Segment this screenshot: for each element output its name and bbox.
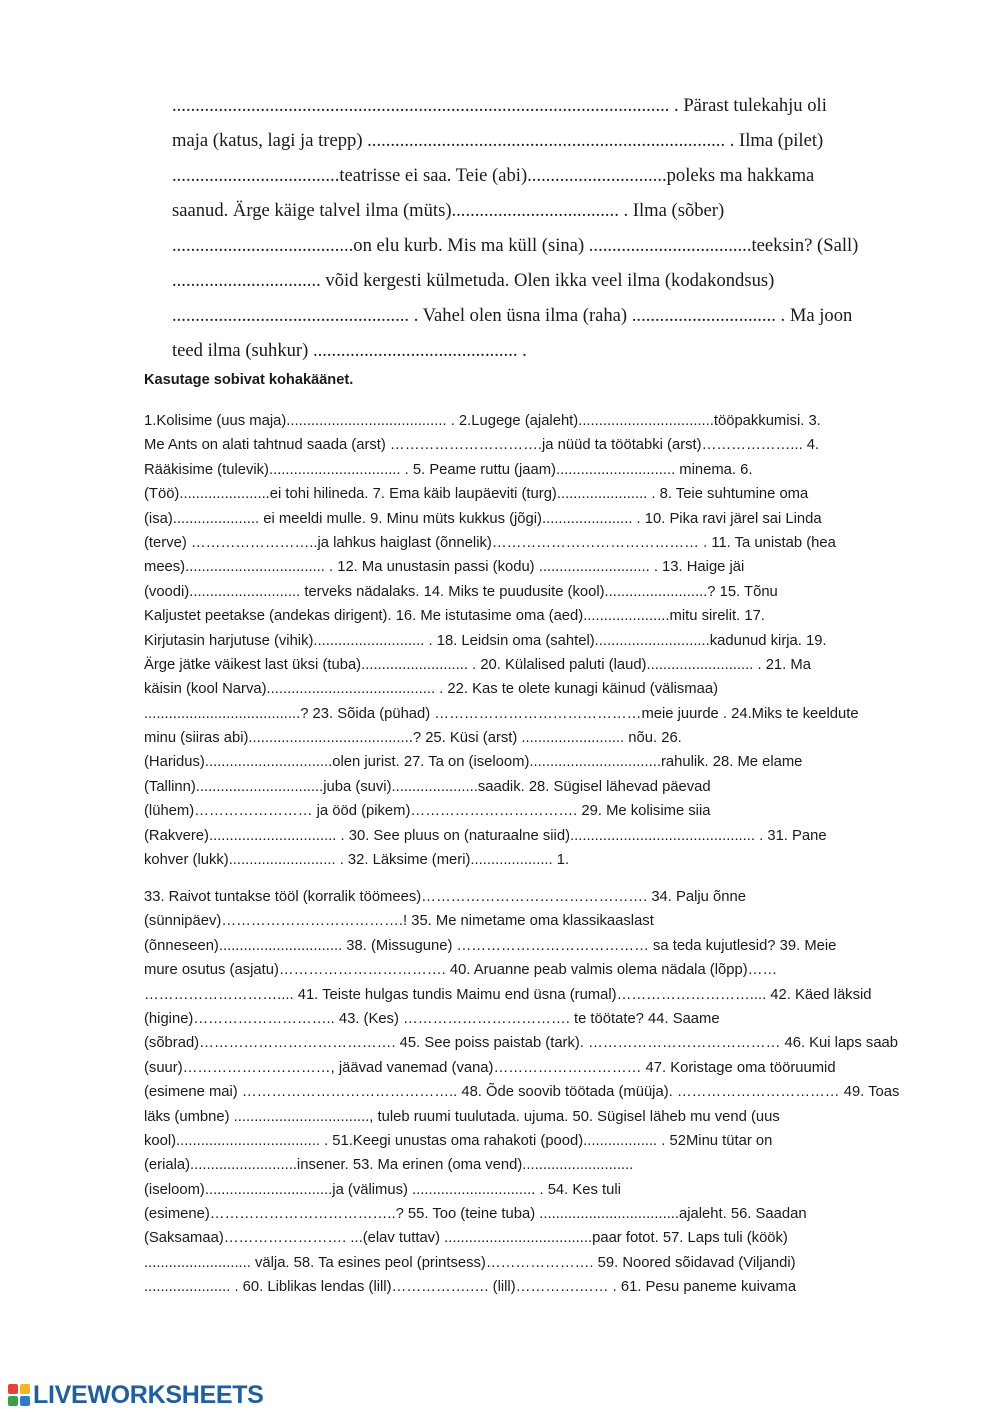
logo-square-yellow bbox=[20, 1384, 30, 1394]
exercise-line: Me Ants on alati tahtnud saada (arst) ………………………….ja nüüd ta töötabki (arst)………………... 4. bbox=[144, 437, 820, 454]
exercise-line: ......................................? 23. Sõida (pühad) ……………………………………meie juurde . 24.Miks te keeldute bbox=[144, 705, 859, 722]
exercise-line: mees).................................. . 12. Ma unustasin passi (kodu) ........................... . 13. Haige jäi bbox=[144, 559, 745, 576]
exercise-line: Kaljustet peetakse (andekas dirigent). 16. Me istutasime oma (aed).....................mitu sirelit. 17. bbox=[144, 608, 765, 625]
paragraph-line: ........................................................................................................... . Pärast tulekahju oli bbox=[172, 95, 827, 116]
exercise-line: kool)................................... . 51.Keegi unustas oma rahakoti (pood).................. . 52Minu tütar on bbox=[144, 1132, 773, 1149]
exercise-line: (Haridus)...............................olen jurist. 27. Ta on (iseloom)................................rahulik. 28. Me elame bbox=[144, 754, 803, 771]
exercise-line: (Tallinn)...............................juba (suvi).....................saadik. 28. Sügisel lähevad päevad bbox=[144, 778, 711, 795]
exercise-line: (esimene)………………………………..? 55. Too (teine tuba) ..................................ajaleht. 56. Saadan bbox=[144, 1206, 807, 1223]
exercise-line: (voodi)........................... terveks nädalaks. 14. Miks te puudusite (kool).........................? 15. Tõnu bbox=[144, 583, 778, 600]
liveworksheets-logo bbox=[8, 1380, 264, 1410]
exercise-line: .......................... välja. 58. Ta esines peol (printsess)…………………. 59. Noored sõidavad (Viljandi) bbox=[144, 1254, 796, 1271]
exercise-line: (iseloom)...............................ja (välimus) .............................. . 54. Kes tuli bbox=[144, 1181, 621, 1198]
logo-text: LIVEWORKSHEETS bbox=[33, 1380, 264, 1409]
exercise-line: läks (umbne) ................................., tuleb ruumi tuulutada. ujuma. 50. Sügisel läheb mu vend (uus bbox=[144, 1108, 780, 1125]
exercise-line: mure osutus (asjatu)……………………………. 40. Aruanne peab valmis olema nädala (lõpp)…… bbox=[144, 962, 778, 979]
exercise-line: Ärge jätke väikest last üksi (tuba).......................... . 20. Külalised paluti (laud).......................... . 21. Ma bbox=[144, 656, 811, 673]
exercise-line: (isa)..................... ei meeldi mulle. 9. Minu müts kukkus (jõgi)...................... . 10. Pika ravi järel sai Linda bbox=[144, 510, 822, 527]
exercise-line: (lühem)…………………… ja ööd (pikem)……………………………. 29. Me kolisime siia bbox=[144, 803, 711, 820]
exercise-line: 1.Kolisime (uus maja)....................................... . 2.Lugege (ajaleht).................................tööpakkumisi. 3. bbox=[144, 413, 821, 429]
section-heading: Kasutage sobivat kohakäänet. bbox=[144, 372, 354, 388]
paragraph-line: ....................................teatrisse ei saa. Teie (abi)..............................poleks ma hakkama bbox=[172, 165, 815, 186]
exercise-line: Kirjutasin harjutuse (vihik)........................... . 18. Leidsin oma (sahtel)............................kadunud kirja. 19. bbox=[144, 632, 827, 649]
exercise-line: kohver (lukk).......................... . 32. Läksime (meri).................... 1. bbox=[144, 852, 570, 869]
top-paragraph bbox=[172, 88, 942, 368]
paragraph-line: teed ilma (suhkur) ............................................ . bbox=[172, 340, 527, 361]
exercise-line: ……………………….... 41. Teiste hulgas tundis Maimu end üsna (rumal)……………………….... 42. Käed läksid bbox=[144, 986, 872, 1003]
logo-square-blue bbox=[20, 1396, 30, 1406]
exercise-line: (sünnipäev)……………………………….! 35. Me nimetame oma klassikaaslast bbox=[144, 913, 654, 930]
exercise-line: 33. Raivot tuntakse tööl (korralik töömees)………………………………………. 34. Palju õnne bbox=[144, 889, 746, 905]
exercise-line: (suur)…………………………, jäävad vanemad (vana)………………………… 47. Koristage oma tööruumid bbox=[144, 1059, 836, 1076]
paragraph-line: ................................................... . Vahel olen üsna ilma (raha) ............................... . Ma joon bbox=[172, 305, 853, 326]
exercise-line: (higine)……………………….. 43. (Kes) ……………………………. te töötate? 44. Saame bbox=[144, 1010, 720, 1027]
paragraph-line: maja (katus, lagi ja trepp) ............................................................................. . Ilma (pilet) bbox=[172, 130, 824, 151]
exercise-line: (terve) ……………………..ja lahkus haiglast (õnnelik)…………………………………… . 11. Ta unistab (hea bbox=[144, 534, 836, 551]
liveworksheets-logo-icon bbox=[8, 1384, 30, 1406]
exercise-line: (eriala)..........................insener. 53. Ma erinen (oma vend)........................... bbox=[144, 1157, 634, 1174]
exercise-line: (Töö)......................ei tohi hilineda. 7. Ema käib laupäeviti (turg)...................... . 8. Teie suhtumine oma bbox=[144, 486, 809, 503]
exercise-part-2 bbox=[144, 885, 944, 1300]
exercise-line: (sõbrad)…………………………………. 45. See poiss paistab (tark). ………………………………… 46. Kui laps saab bbox=[144, 1035, 899, 1052]
paragraph-line: saanud. Ärge käige talvel ilma (müts).................................... . Ilma (sõber) bbox=[172, 200, 725, 221]
paragraph-line: ................................ võid kergesti külmetuda. Olen ikka veel ilma (kodakondsus) bbox=[172, 270, 775, 291]
exercise-part-1 bbox=[144, 409, 944, 872]
paragraph-line: .......................................on elu kurb. Mis ma küll (sina) ...................................teeksin? (Sall) bbox=[172, 235, 859, 256]
logo-square-green bbox=[8, 1396, 18, 1406]
exercise-line: ..................... . 60. Liblikas lendas (lill)…………….…. (lill)………….…… . 61. Pesu paneme kuivama bbox=[144, 1279, 797, 1296]
exercise-line: minu (siiras abi)........................................? 25. Küsi (arst) ......................... nõu. 26. bbox=[144, 730, 682, 747]
logo-square-red bbox=[8, 1384, 18, 1394]
exercise-line: käisin (kool Narva)......................................... . 22. Kas te olete kunagi käinud (välismaa) bbox=[144, 681, 719, 698]
exercise-line: (esimene mai) …………………………………….. 48. Õde soovib töötada (müüja). …………………………… 49. Toas bbox=[144, 1084, 900, 1101]
exercise-line: Rääkisime (tulevik)................................ . 5. Peame ruttu (jaam)............................. minema. 6. bbox=[144, 461, 753, 478]
exercise-line: (Rakvere)............................... . 30. See pluus on (naturaalne siid)............................................. . 31. Pane bbox=[144, 827, 827, 844]
exercise-line: (õnneseen).............................. 38. (Missugune) ………………………………… sa teda kujutlesid? 39. Meie bbox=[144, 937, 837, 954]
exercise-line: (Saksamaa)……………………. ...(elav tuttav) ....................................paar fotot. 57. Laps tuli (köök) bbox=[144, 1230, 788, 1247]
